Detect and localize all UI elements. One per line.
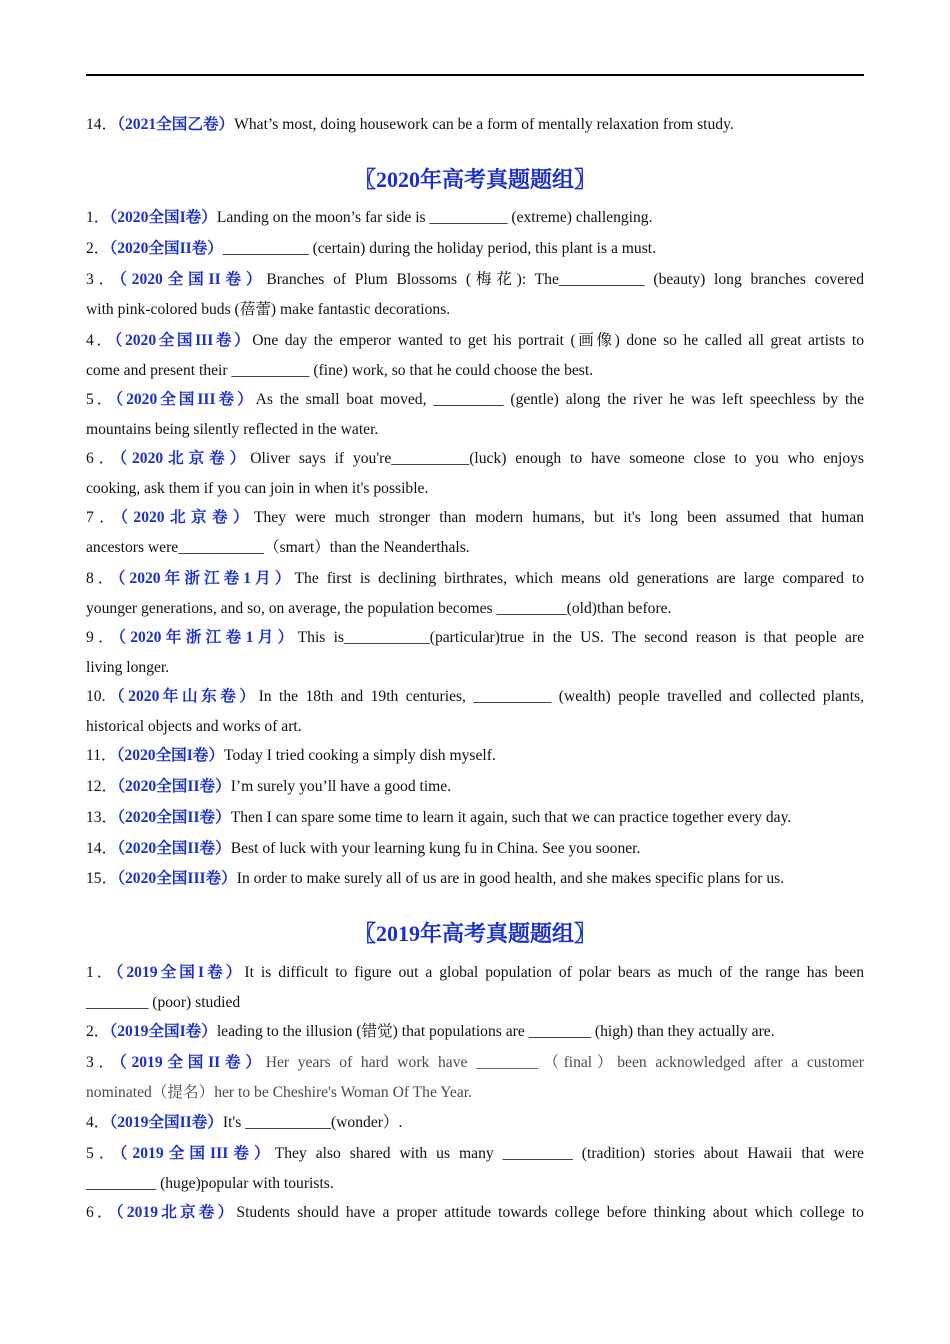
question-number: 10. bbox=[86, 688, 106, 705]
question-2020-5 bbox=[86, 385, 864, 444]
question-2019-1 bbox=[86, 958, 864, 1017]
question-number: 2． bbox=[86, 1023, 110, 1040]
question-text: This is___________(particular)true in the US. The second reason is that people are bbox=[297, 629, 864, 646]
question-text-cont: younger generations, and so, on average, the population becomes _________(old)than before. bbox=[86, 599, 672, 617]
question-number: 13． bbox=[86, 809, 118, 826]
question-text-cont: _________ (huge)popular with tourists. bbox=[86, 1174, 334, 1192]
question-2020-1 bbox=[86, 203, 864, 233]
question-2020-6 bbox=[86, 444, 864, 503]
source-tag: （2020全国I卷） bbox=[109, 209, 217, 226]
question-number: 15． bbox=[86, 870, 118, 887]
question-text: Her years of hard work have ________（final）been acknowledged after a customer bbox=[265, 1054, 864, 1071]
question-text-cont: cooking, ask them if you can join in when it's possible. bbox=[86, 479, 429, 497]
source-tag: （2020全国III卷） bbox=[114, 332, 253, 349]
question-text: Today I tried cooking a simply dish myself. bbox=[224, 747, 496, 764]
question-2020-9 bbox=[86, 623, 864, 682]
question-intro-14 bbox=[86, 110, 864, 140]
question-2020-3 bbox=[86, 265, 864, 324]
source-tag: （2020年浙江卷1月） bbox=[117, 570, 295, 587]
source-tag: （2019全国III卷） bbox=[119, 1145, 275, 1162]
question-number: 4． bbox=[86, 1114, 110, 1131]
source-tag: （2019全国I卷） bbox=[115, 964, 245, 981]
question-text: As the small boat moved, _________ (gentle) along the river he was left speechless by the bbox=[255, 391, 865, 408]
question-number: 1． bbox=[86, 209, 110, 226]
question-text: One day the emperor wanted to get his portrait (画像) done so he called all great artists to bbox=[252, 332, 864, 349]
question-text: Landing on the moon’s far side is __________ (extreme) challenging. bbox=[216, 209, 653, 226]
header-rule bbox=[86, 74, 864, 76]
source-tag: （2020全国II卷） bbox=[109, 240, 223, 257]
question-2020-15 bbox=[86, 864, 864, 894]
question-number: 6． bbox=[86, 450, 120, 467]
question-text: Students should have a proper attitude towards college before thinking about which college to bbox=[236, 1204, 864, 1221]
question-number: 12． bbox=[86, 778, 118, 795]
question-text: What’s most, doing housework can be a form of mentally relaxation from study. bbox=[234, 116, 734, 133]
question-number: 6． bbox=[86, 1204, 116, 1221]
source-tag: （2020年山东卷） bbox=[105, 688, 259, 705]
source-tag: （2020全国II卷） bbox=[117, 809, 231, 826]
question-2019-6 bbox=[86, 1198, 864, 1228]
question-number: 7． bbox=[86, 509, 121, 526]
question-2020-12 bbox=[86, 772, 864, 802]
source-tag: （2020全国II卷） bbox=[119, 271, 267, 288]
question-number: 5． bbox=[86, 1145, 120, 1162]
question-number: 8． bbox=[86, 570, 118, 587]
question-text: It's ___________(wonder）. bbox=[222, 1114, 403, 1131]
question-text: ___________ (certain) during the holiday period, this plant is a must. bbox=[222, 240, 656, 257]
source-tag: （2020全国II卷） bbox=[117, 778, 231, 795]
question-number: 5． bbox=[86, 391, 116, 408]
source-tag: （2020全国III卷） bbox=[115, 391, 256, 408]
question-2020-2 bbox=[86, 234, 864, 264]
question-number: 4． bbox=[86, 332, 115, 349]
question-number: 14． bbox=[86, 116, 118, 133]
question-number: 9． bbox=[86, 629, 119, 646]
question-2019-2 bbox=[86, 1017, 864, 1047]
source-tag: （2020全国III卷） bbox=[117, 870, 237, 887]
question-2020-13 bbox=[86, 803, 864, 833]
question-2020-8 bbox=[86, 564, 864, 623]
section-heading-2019: 〖2019年高考真题题组〗 bbox=[353, 921, 596, 946]
question-text-cont: mountains being silently reflected in the water. bbox=[86, 420, 379, 438]
question-text: They also shared with us many _________ (tradition) stories about Hawaii that were bbox=[274, 1145, 864, 1162]
question-2020-11 bbox=[86, 741, 864, 771]
question-number: 3． bbox=[86, 271, 120, 288]
question-number: 1． bbox=[86, 964, 116, 981]
question-text: They were much stronger than modern humans, but it's long been assumed that human bbox=[253, 509, 864, 526]
question-2020-14 bbox=[86, 834, 864, 864]
question-text: Then I can spare some time to learn it again, such that we can practice together every day. bbox=[230, 809, 792, 826]
question-text: Branches of Plum Blossoms (梅花): The___________ (beauty) long branches covered bbox=[266, 271, 864, 288]
source-tag: （2019全国I卷） bbox=[109, 1023, 217, 1040]
question-text: It is difficult to figure out a global population of polar bears as much of the range has been bbox=[244, 964, 864, 981]
question-2019-4 bbox=[86, 1108, 864, 1138]
question-text: Oliver says if you're__________(luck) enough to have someone close to you who enjoys bbox=[250, 450, 864, 467]
question-number: 3． bbox=[86, 1054, 119, 1071]
question-text: Best of luck with your learning kung fu in China. See you sooner. bbox=[230, 840, 641, 857]
question-2020-7 bbox=[86, 503, 864, 562]
source-tag: （2020全国II卷） bbox=[117, 840, 231, 857]
source-tag: （2020北京卷） bbox=[119, 450, 251, 467]
question-text-cont: ancestors were___________（smart）than the Neanderthals. bbox=[86, 538, 470, 556]
source-tag: （2020年浙江卷1月） bbox=[118, 629, 298, 646]
source-tag: （2021全国乙卷） bbox=[117, 116, 235, 133]
source-tag: （2019全国II卷） bbox=[109, 1114, 223, 1131]
source-tag: （2020全国I卷） bbox=[116, 747, 225, 764]
question-text-cont: come and present their __________ (fine) work, so that he could choose the best. bbox=[86, 361, 594, 379]
question-text: I’m surely you’ll have a good time. bbox=[230, 778, 452, 795]
question-2020-10 bbox=[86, 682, 864, 741]
section-heading-2020: 〖2020年高考真题题组〗 bbox=[353, 167, 596, 192]
source-tag: （2019全国II卷） bbox=[118, 1054, 266, 1071]
question-text: In order to make surely all of us are in good health, and she makes specific plans for us. bbox=[236, 870, 785, 887]
question-number: 2． bbox=[86, 240, 110, 257]
question-text-cont: historical objects and works of art. bbox=[86, 717, 302, 735]
question-text-cont: ________ (poor) studied bbox=[86, 993, 241, 1011]
question-2019-3 bbox=[86, 1048, 864, 1107]
question-text: In the 18th and 19th centuries, __________ (wealth) people travelled and collected plants, bbox=[258, 688, 864, 705]
question-text-cont: nominated（提名）her to be Cheshire's Woman Of The Year. bbox=[86, 1083, 472, 1101]
source-tag: （2020北京卷） bbox=[120, 509, 254, 526]
question-2019-5 bbox=[86, 1139, 864, 1198]
question-2020-4 bbox=[86, 326, 864, 385]
question-text-cont: living longer. bbox=[86, 658, 170, 676]
question-text: The first is declining birthrates, which means old generations are large compared to bbox=[294, 570, 864, 587]
question-number: 14． bbox=[86, 840, 118, 857]
source-tag: （2019北京卷） bbox=[115, 1204, 237, 1221]
question-number: 11． bbox=[86, 747, 117, 764]
question-text: leading to the illusion (错觉) that populations are ________ (high) than they actually are. bbox=[216, 1023, 775, 1040]
question-text-cont: with pink-colored buds (蓓蕾) make fantastic decorations. bbox=[86, 300, 451, 318]
